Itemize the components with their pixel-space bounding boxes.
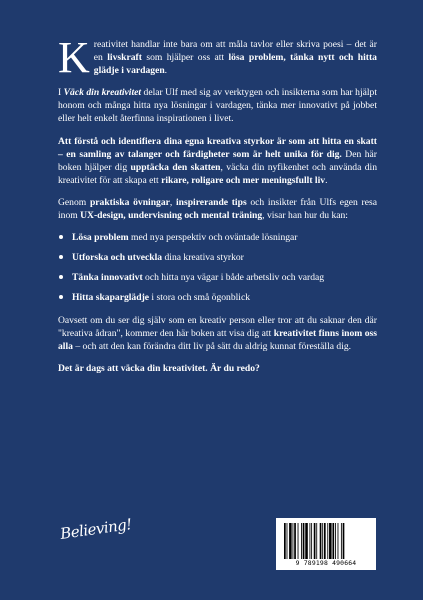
text: och insikter från Ulfs egen resa inom (58, 196, 377, 222)
text: dina kreativa styrkor (162, 252, 244, 264)
barcode-bar (327, 523, 328, 559)
barcode-bar (338, 523, 339, 559)
bold-text: Hitta skaparglädje (72, 292, 150, 304)
bold-text: lösa problem, tänka nytt och hitta glädje i vardagen (93, 52, 377, 77)
list-item (58, 231, 377, 244)
closing-line (58, 362, 377, 375)
text: med nya perspektiv och oväntade lösningar (128, 232, 298, 244)
list-item (58, 251, 377, 264)
text: Den här boken hjälper dig (58, 148, 378, 173)
barcode-bar (320, 523, 322, 559)
text: Oavsett om du ser dig själv som en kreativ person eller tror att du saknar den där "kreativa ådran", kommer den här boken att visa dig att (58, 314, 377, 339)
bold-text: praktiska övningar (89, 196, 170, 208)
barcode-bar (322, 523, 323, 559)
bold-text: Lösa problem (72, 232, 129, 244)
barcode-bar (324, 523, 326, 559)
back-cover-text (58, 33, 378, 384)
text: som hjälper oss att (141, 52, 229, 64)
text: reativitet handlar inte bara om att måla tavlor eller skriva poesi – det är en (93, 39, 377, 64)
barcode-bar (316, 523, 317, 559)
text: och hitta nya vägar i både arbetsliv och vardag (142, 272, 325, 284)
book-title: Väck din kreativitet (63, 87, 142, 99)
barcode-bar (301, 523, 302, 559)
strengths-paragraph (58, 135, 377, 187)
closing-text: Det är dags att väcka din kreativitet. Är du redo? (58, 362, 260, 374)
bold-text: upptäcka den skatten (130, 161, 221, 173)
barcode-bar (293, 523, 294, 559)
drop-cap: K (58, 33, 90, 82)
barcode-bar (343, 523, 345, 559)
bold-text: kreativitet finns inom oss alla (58, 327, 377, 352)
barcode-bar (284, 523, 286, 559)
text: Genom (58, 196, 90, 208)
text: delar Ulf med sig av verktygen och insikterna som har hjälpt honom och många hitta nya lösningar i vardagen, tänka mer innovativt på jobbet eller helt enkelt återfinna inspirationen i livet. (58, 87, 377, 125)
barcode-bar (310, 523, 311, 559)
text: i stora och små ögonblick (149, 292, 251, 304)
conclusion-paragraph (58, 314, 377, 353)
barcode-icon (283, 523, 369, 559)
barcode-bar (332, 523, 334, 559)
barcode-bar (303, 523, 305, 559)
bold-text: Att förstå och identifiera dina egna kreativa styrkor är som att hitta en skatt – en samling av talanger och färdigheter som är helt unika för dig. (58, 135, 377, 160)
text: I (58, 87, 64, 99)
publisher-logo: Believing! (59, 515, 133, 543)
barcode-bar (294, 523, 296, 559)
text: . (325, 174, 328, 186)
barcode-bar (287, 523, 288, 559)
text: – och att den kan förändra ditt liv på sätt du aldrig kunnat föreställa dig. (72, 340, 352, 352)
barcode-bar (341, 523, 342, 559)
text: , väcka din nyfikenhet och använda din kreativitet för att skapa ett (58, 161, 377, 186)
isbn-barcode (276, 518, 376, 570)
barcode-bar (298, 523, 299, 559)
barcode-bar (329, 523, 332, 559)
barcode-bar (335, 523, 336, 559)
list-item (58, 291, 377, 304)
barcode-bar (289, 523, 292, 559)
list-item (58, 271, 377, 284)
text: , (169, 196, 176, 208)
intro-paragraph (58, 33, 377, 82)
bold-text: livskraft (107, 52, 142, 64)
bold-text: Tänka innovativt (72, 272, 143, 284)
text: . (164, 65, 168, 77)
text: , visar han hur du kan: (262, 210, 348, 222)
bold-text: rikare, roligare och mer meningsfullt liv (161, 174, 326, 186)
isbn-number: 9 789198 490664 (295, 559, 357, 567)
bold-text: UX-design, undervisning och mental träning (80, 210, 263, 222)
barcode-bar (311, 523, 312, 559)
benefits-list (58, 231, 377, 304)
bold-text: Utforska och utveckla (72, 252, 163, 264)
barcode-bar (305, 523, 308, 559)
barcode-bar (314, 523, 316, 559)
book-intro-paragraph (58, 86, 377, 125)
bold-text: inspirerande tips (175, 196, 247, 208)
method-paragraph (58, 196, 377, 222)
